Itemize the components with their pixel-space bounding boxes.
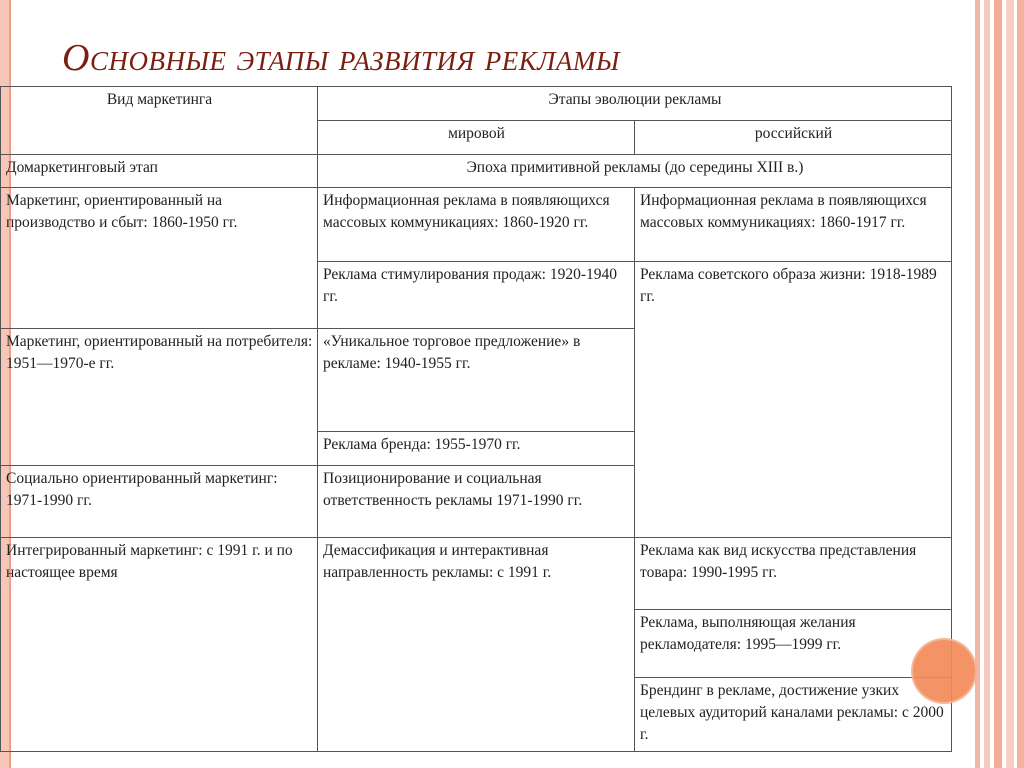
production-russian-info: Информационная реклама в появляющихся массовых коммуникациях: 1860-1917 гг. — [635, 188, 952, 262]
header-evolution: Этапы эволюции рекламы — [318, 87, 952, 121]
integrated-russian-advertiser: Реклама, выполняющая желания рекламодателя: 1995—1999 гг. — [635, 610, 952, 678]
consumer-stage: Маркетинг, ориентированный на потребителя: 1951—1970-е гг. — [1, 329, 318, 466]
integrated-world: Демассификация и интерактивная направленность рекламы: с 1991 г. — [318, 538, 635, 752]
header-marketing-type: Вид маркетинга — [1, 87, 318, 155]
social-stage: Социально ориентированный маркетинг: 1971-1990 гг. — [1, 466, 318, 538]
production-stage: Маркетинг, ориентированный на производство и сбыт: 1860-1950 гг. — [1, 188, 318, 329]
integrated-russian-branding: Брендинг в рекламе, достижение узких целевых аудиторий каналами рекламы: с 2000 г. — [635, 678, 952, 752]
premarketing-era: Эпоха примитивной рекламы (до середины XIII в.) — [318, 155, 952, 188]
consumer-world-brand: Реклама бренда: 1955-1970 гг. — [318, 432, 635, 466]
production-world-info: Информационная реклама в появляющихся массовых коммуникациях: 1860-1920 гг. — [318, 188, 635, 262]
header-world: мировой — [318, 121, 635, 155]
right-decor-stripes — [972, 0, 1024, 768]
slide-title: Основные этапы развития рекламы — [62, 37, 620, 79]
production-world-sales: Реклама стимулирования продаж: 1920-1940 гг. — [318, 262, 635, 329]
social-world-positioning: Позиционирование и социальная ответственность рекламы 1971-1990 гг. — [318, 466, 635, 538]
russian-soviet-lifestyle: Реклама советского образа жизни: 1918-1989 гг. — [635, 262, 952, 538]
integrated-stage: Интегрированный маркетинг: с 1991 г. и по настоящее время — [1, 538, 318, 752]
advertising-stages-table — [0, 86, 952, 752]
premarketing-stage: Домаркетинговый этап — [1, 155, 318, 188]
consumer-world-usp: «Уникальное торговое предложение» в рекламе: 1940-1955 гг. — [318, 329, 635, 432]
decor-orange-circle — [913, 640, 975, 702]
integrated-russian-art: Реклама как вид искусства представления товара: 1990-1995 гг. — [635, 538, 952, 610]
header-russian: российский — [635, 121, 952, 155]
